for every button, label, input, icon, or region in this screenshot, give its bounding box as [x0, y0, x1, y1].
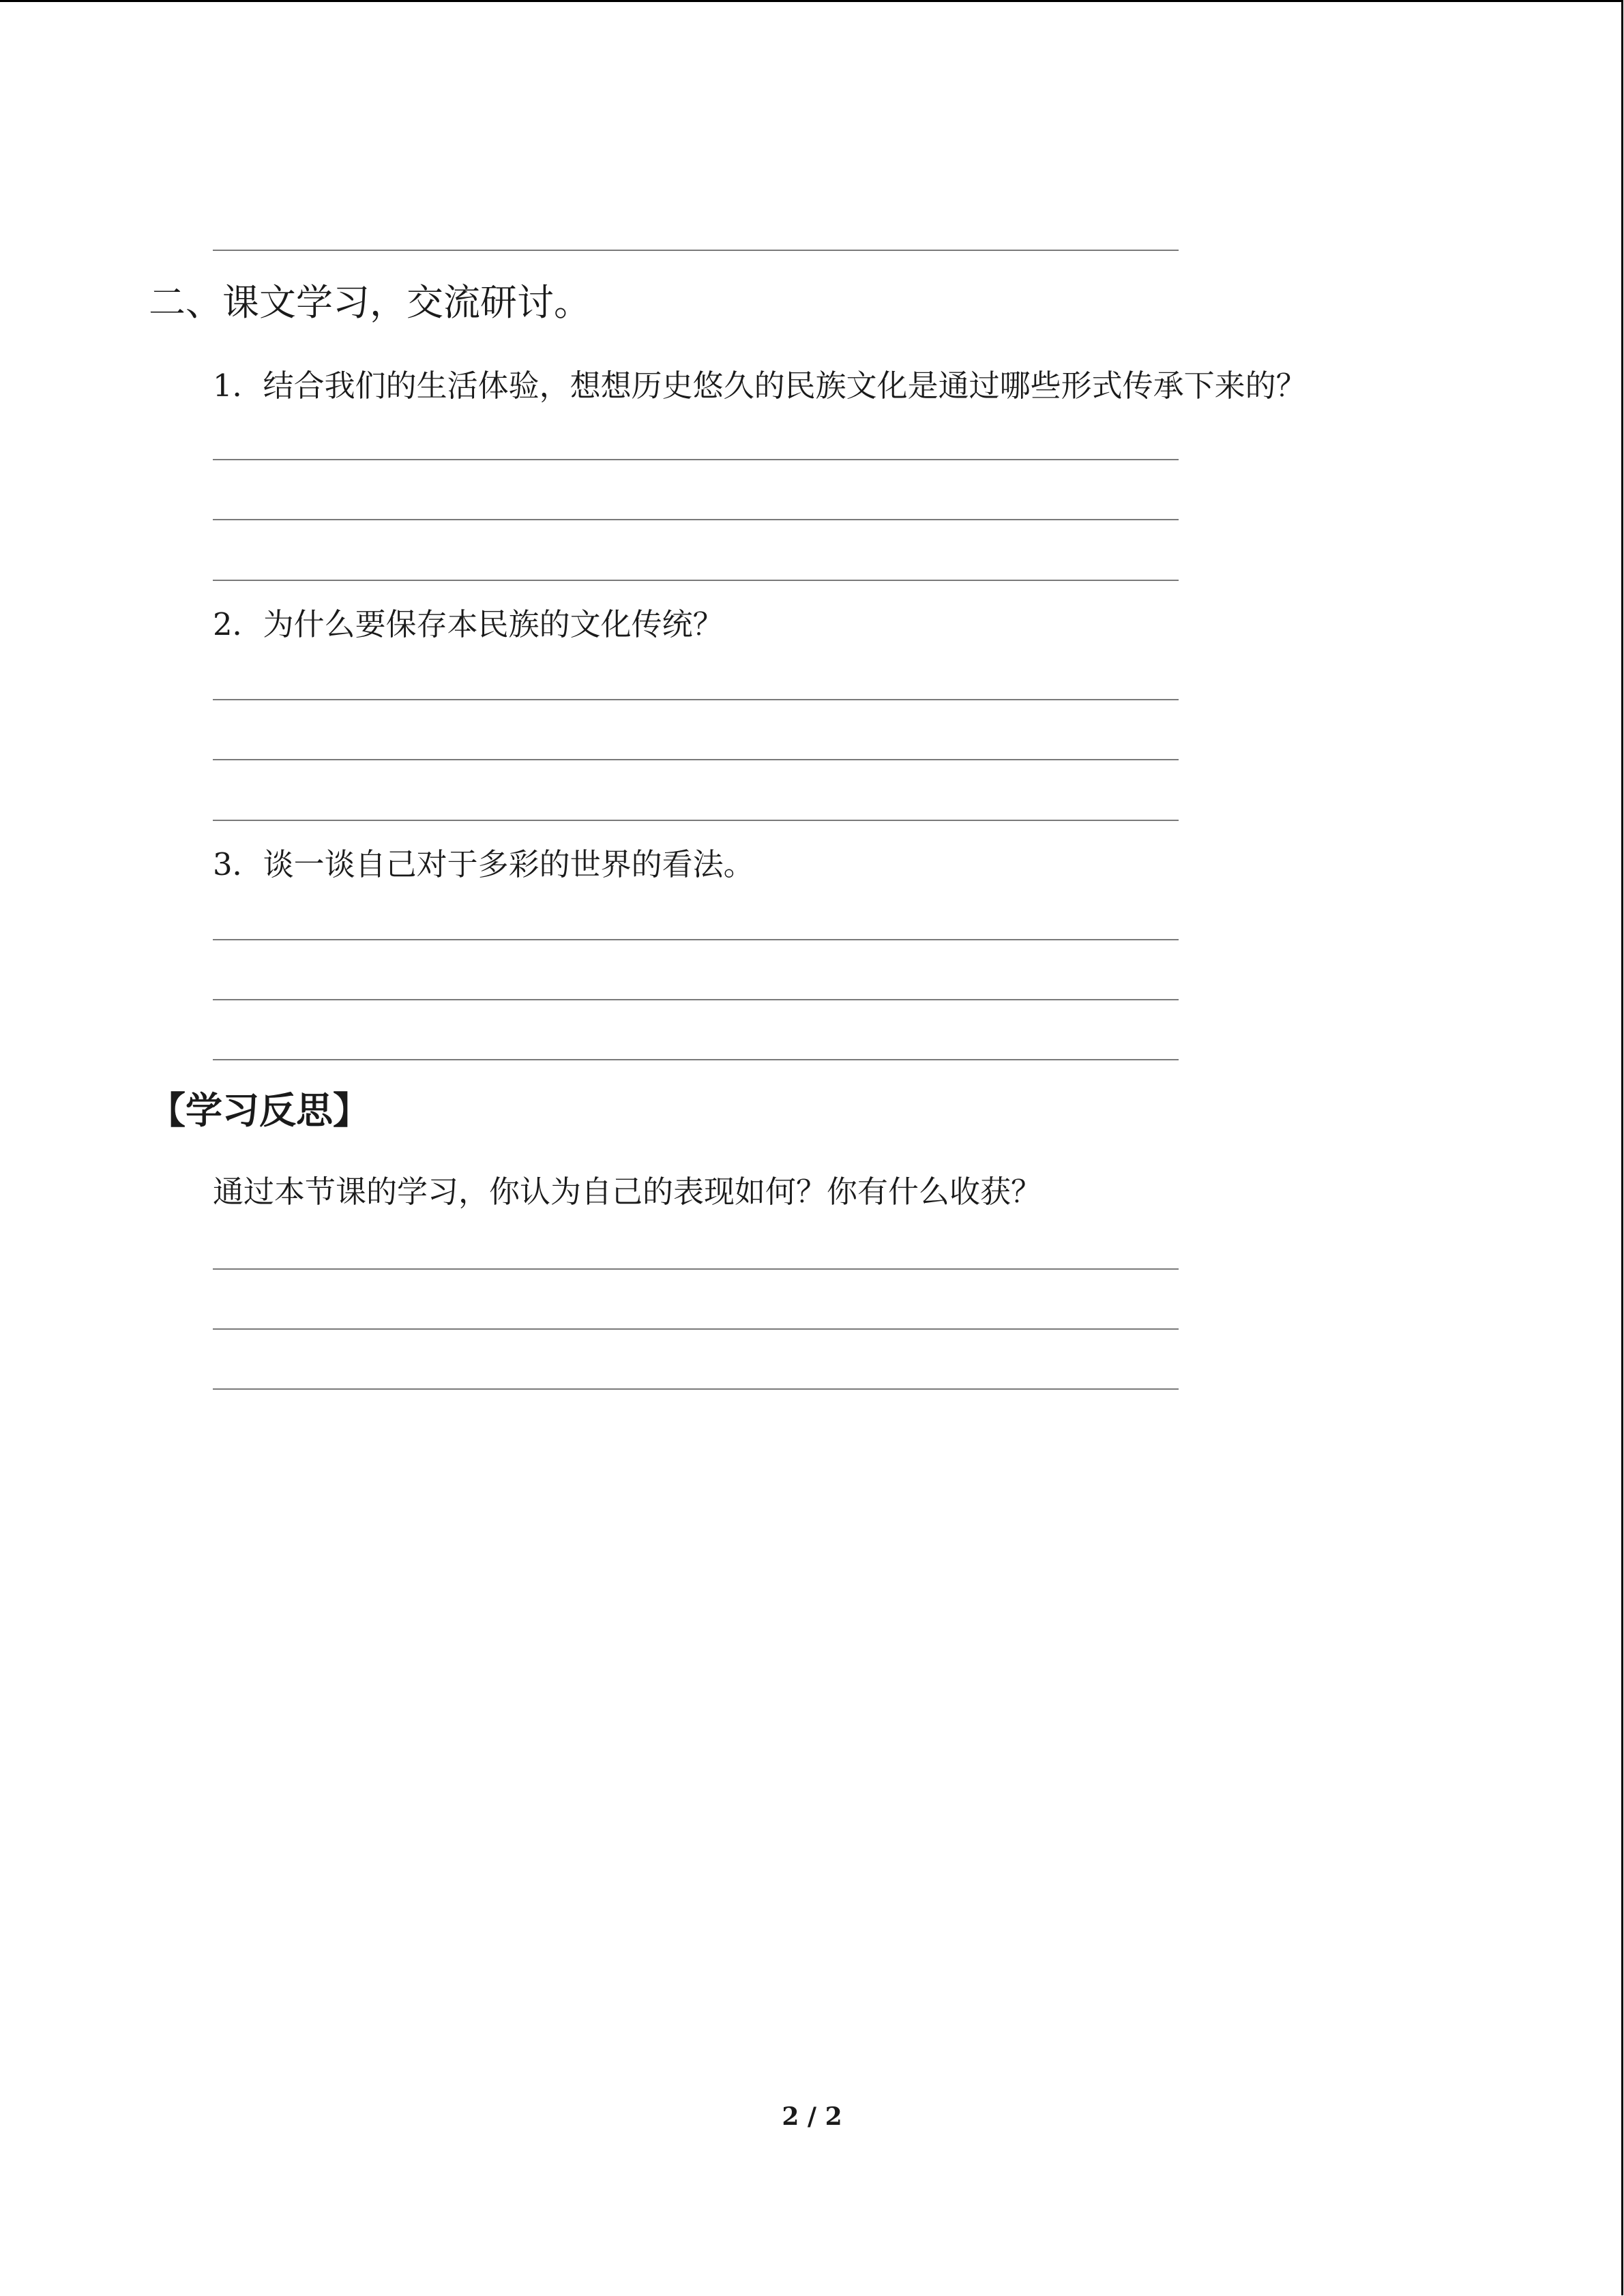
question-1: 1．结合我们的生活体验，想想历史悠久的民族文化是通过哪些形式传承下来的？	[213, 368, 1307, 404]
answer-line[interactable]	[213, 820, 1179, 821]
question-3: 3．谈一谈自己对于多彩的世界的看法。	[213, 846, 754, 882]
answer-line	[213, 250, 1179, 251]
answer-line[interactable]	[213, 459, 1179, 460]
answer-line[interactable]	[213, 759, 1179, 760]
answer-line[interactable]	[213, 519, 1179, 520]
section-heading: 二、课文学习，交流研讨。	[149, 281, 591, 324]
question-2: 2．为什么要保存本民族的文化传统？	[213, 606, 724, 642]
answer-line[interactable]	[213, 1328, 1179, 1330]
answer-line[interactable]	[213, 699, 1179, 700]
answer-line[interactable]	[213, 580, 1179, 581]
page-number: 2 / 2	[782, 2102, 842, 2131]
answer-line[interactable]	[213, 1388, 1179, 1390]
answer-line[interactable]	[213, 939, 1179, 940]
answer-line[interactable]	[213, 999, 1179, 1000]
answer-line[interactable]	[213, 1268, 1179, 1270]
answer-line[interactable]	[213, 1059, 1179, 1060]
reflection-prompt: 通过本节课的学习，你认为自己的表现如何？你有什么收获？	[213, 1174, 1042, 1210]
reflection-heading: 【学习反思】	[149, 1088, 370, 1132]
